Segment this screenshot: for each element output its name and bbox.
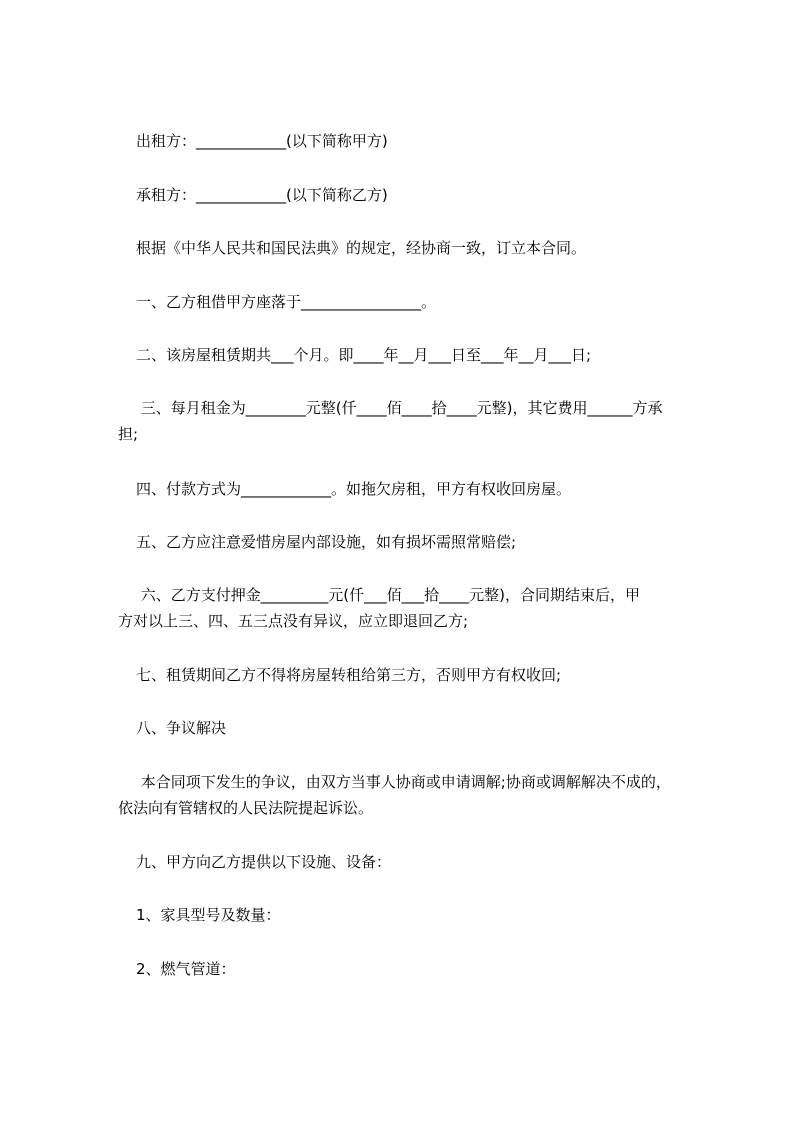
clause-8-body-line-1: 本合同项下发生的争议，由双方当事人协商或申请调解;协商或调解解决不成的， (136, 773, 671, 791)
clause-9-item-2: 2、燃气管道： (136, 960, 236, 978)
preamble-line: 根据《中华人民共和国民法典》的规定，经协商一致，订立本合同。 (136, 239, 587, 257)
clause-6-line-1: 六、乙方支付押金_________元(仟___佰___拾____元整)，合同期结束后，甲 (136, 586, 640, 604)
lessor-line: 出租方：____________(以下简称甲方) (136, 132, 388, 150)
clause-2: 二、该房屋租赁期共___个月。即____年__月___日至___年__月___日; (136, 346, 592, 364)
lessee-line: 承租方：____________(以下简称乙方) (136, 186, 388, 204)
clause-9-item-1: 1、家具型号及数量： (136, 906, 281, 924)
clause-3-line-1: 三、每月租金为________元整(仟____佰____拾____元整)，其它费用______方承 (136, 399, 663, 417)
clause-8-heading: 八、争议解决 (136, 719, 227, 737)
clause-1: 一、乙方租借甲方座落于________________。 (136, 293, 437, 311)
clause-5: 五、乙方应注意爱惜房屋内部设施，如有损坏需照常赔偿; (136, 533, 517, 551)
clause-4: 四、付款方式为____________。如拖欠房租，甲方有权收回房屋。 (136, 480, 572, 498)
clause-6-line-2: 方对以上三、四、五三点没有异议，应立即退回乙方; (118, 612, 469, 630)
clause-7: 七、租赁期间乙方不得将房屋转租给第三方，否则甲方有权收回; (136, 666, 562, 684)
clause-9-heading: 九、甲方向乙方提供以下设施、设备： (136, 853, 392, 871)
clause-8-body-line-2: 依法向有管辖权的人民法院提起诉讼。 (118, 799, 374, 817)
clause-3-line-2: 担; (118, 425, 139, 443)
